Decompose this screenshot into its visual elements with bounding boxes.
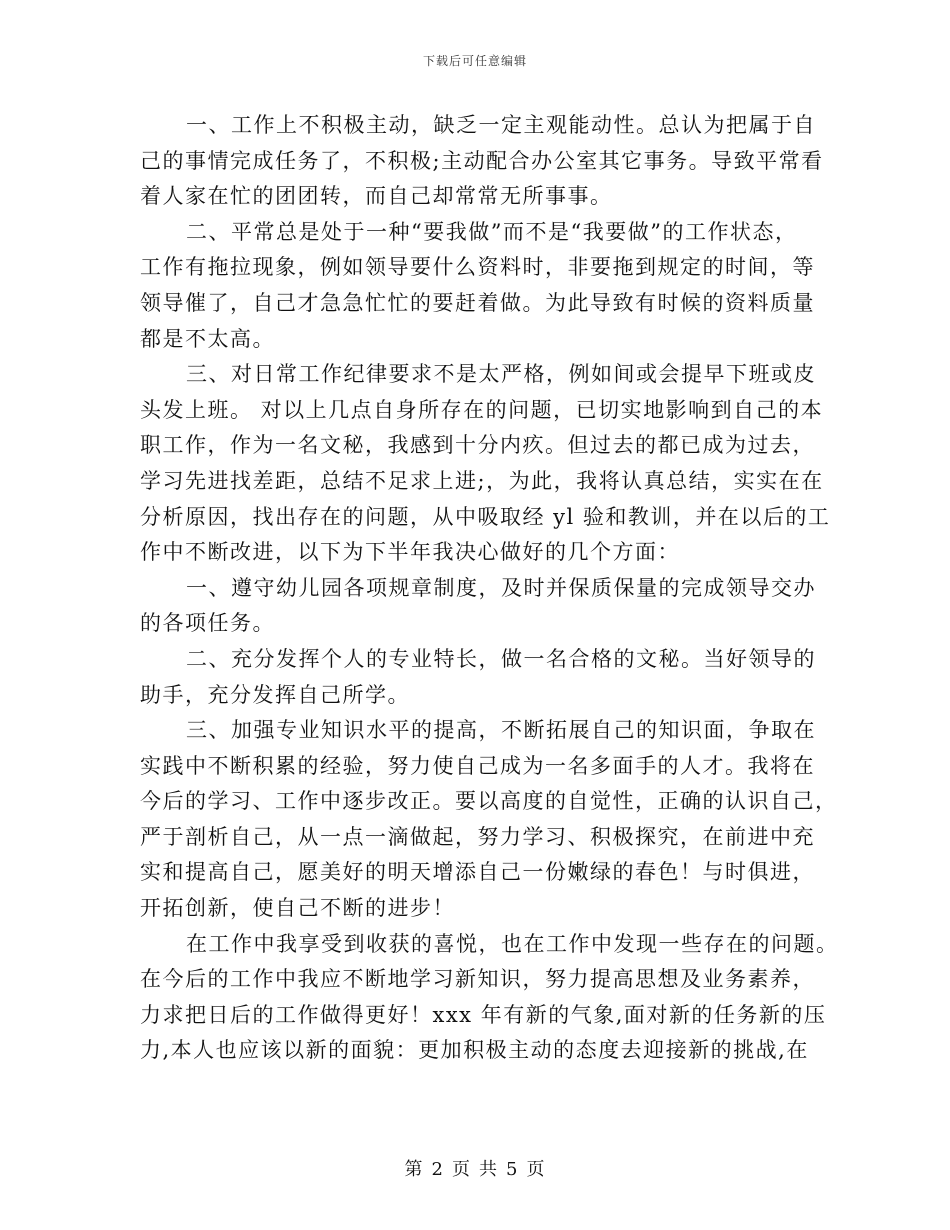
- text-line: 力,本人也应该以新的面貌：更加积极主动的态度去迎接新的挑战,在: [140, 1038, 809, 1063]
- page-footer: [0, 1155, 950, 1181]
- text-line: 实和提高自己，愿美好的明天增添自己一份嫩绿的春色！与时俱进，: [140, 860, 815, 885]
- text-line: 在工作中我享受到收获的喜悦，也在工作中发现一些存在的问题。: [186, 931, 839, 956]
- text-line: 领导催了，自己才急急忙忙的要赶着做。为此导致有时候的资料质量: [140, 290, 815, 315]
- text-line: 二、平常总是处于一种“要我做”而不是“我要做”的工作状态，: [186, 219, 798, 244]
- text-line: 头发上班。 对以上几点自身所存在的问题，已切实地影响到自己的本: [140, 397, 824, 422]
- text-line: 的各项任务。: [140, 611, 275, 636]
- page-header: 下载后可任意编辑: [422, 54, 527, 68]
- footer-word: 页: [452, 1159, 471, 1180]
- footer-word: 第: [404, 1159, 424, 1180]
- total-pages: 5: [506, 1159, 519, 1180]
- footer-word: 共: [479, 1159, 498, 1180]
- text-line: 都是不太高。: [140, 326, 275, 351]
- text-line: 严于剖析自己，从一点一滴做起，努力学习、积极探究，在前进中充: [140, 824, 815, 849]
- text-line: 学习先进找差距，总结不足求上进;，为此，我将认真总结，实实在在: [140, 468, 824, 493]
- text-line: 实践中不断积累的经验，努力使自己成为一名多面手的人才。我将在: [140, 753, 815, 778]
- text-line: 己的事情完成任务了，不积极;主动配合办公室其它事务。导致平常看: [140, 148, 824, 173]
- text-line: 三、对日常工作纪律要求不是太严格，例如间或会提早下班或皮: [186, 362, 816, 387]
- document-body: [140, 108, 839, 1069]
- page-number: 2: [431, 1159, 444, 1180]
- text-line: 助手，充分发挥自己所学。: [140, 682, 410, 707]
- text-line: 三、加强专业知识水平的提高，不断拓展自己的知识面，争取在: [186, 718, 816, 743]
- text-line: 职工作，作为一名文秘，我感到十分内疚。但过去的都已成为过去，: [140, 433, 815, 458]
- text-line: 一、工作上不积极主动，缺乏一定主观能动性。总认为把属于自: [186, 113, 816, 137]
- text-line: 作中不断改进，以下为下半年我决心做好的几个方面：: [140, 540, 680, 565]
- footer-word: 页: [526, 1159, 546, 1180]
- text-line: 分析原因，找出存在的问题，从中吸取经 yl 验和教训，并在以后的工: [140, 504, 831, 529]
- text-line: 今后的学习、工作中逐步改正。要以高度的自觉性，正确的认识自己，: [140, 789, 838, 814]
- text-line: 着人家在忙的团团转，而自己却常常无所事事。: [140, 184, 613, 209]
- text-line: 力求把日后的工作做得更好！xxx 年有新的气象,面对新的任务新的压: [140, 1002, 827, 1027]
- text-line: 一、遵守幼儿园各项规章制度，及时并保质保量的完成领导交办: [186, 575, 816, 600]
- text-line: 在今后的工作中我应不断地学习新知识，努力提高思想及业务素养，: [140, 967, 815, 992]
- text-line: 工作有拖拉现象，例如领导要什么资料时，非要拖到规定的时间，等: [140, 255, 815, 280]
- text-line: 二、充分发挥个人的专业特长，做一名合格的文秘。当好领导的: [186, 646, 816, 671]
- text-line: 开拓创新，使自己不断的进步！: [140, 896, 455, 921]
